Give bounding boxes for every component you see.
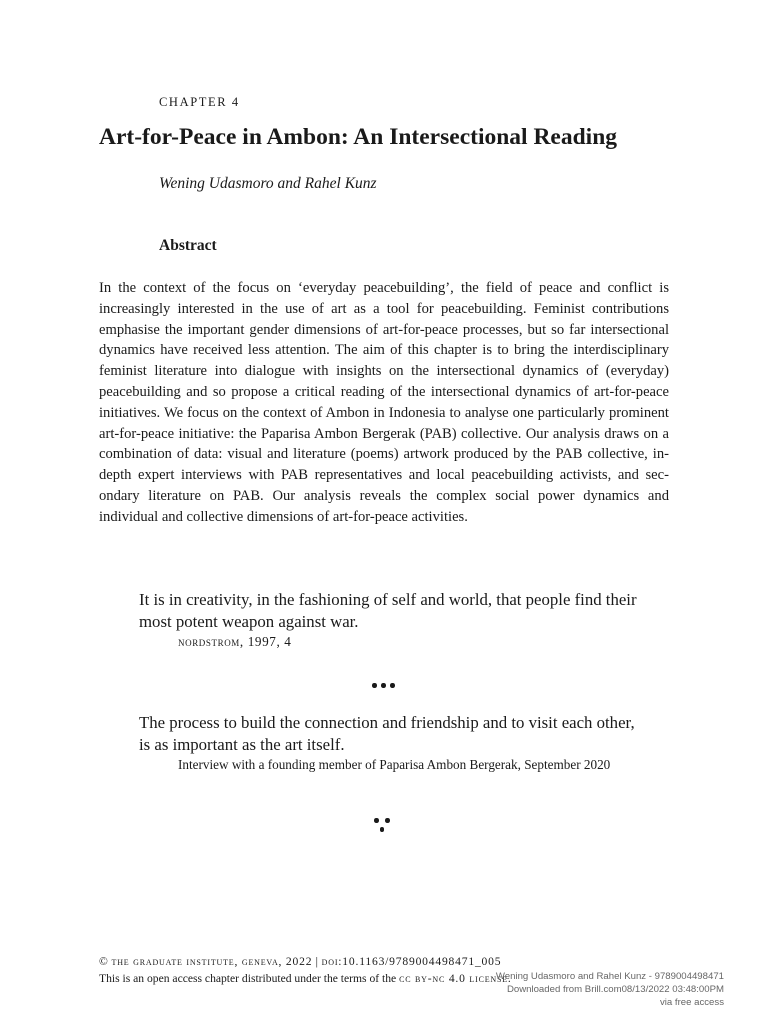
- copyright-holder: the graduate institute, geneva, 2022: [111, 955, 313, 968]
- chapter-label: CHAPTER 4: [159, 95, 240, 109]
- license-link[interactable]: cc by-nc 4.0 license.: [399, 972, 512, 985]
- section-ornament-triangle: [365, 815, 403, 837]
- copyright-symbol: ©: [99, 955, 109, 968]
- footer-separator: |: [315, 955, 319, 968]
- license-line: [99, 972, 512, 985]
- abstract-body: In the context of the focus on ‘everyday peacebuilding’, the field of peace and conflict is increasingly interested in the use of art as a tool for peacebuilding. Feminist contributions emphasise the important gender dimensions of art-for-peace processes, but so far intersectional dynamics have received less attention. The aim of this chapter is to bring the interdisciplinary feminist literature into dialogue with insights on the intersectional dynamics of (everyday) peacebuilding and so propose a critical reading of the intersectional dynamics of art-for-peace initiatives. We focus on the context of Ambon in Indonesia to analyse one particularly prominent art-for-peace initiative: the Paparisa Ambon Bergerak (PAB) collective. Our analysis draws on a combination of data: visual and literature (poems) artwork produced by the PAB collective, in-depth expert interviews with PAB representatives and local peacebuilding activists, and secondary literature on PAB. Our analysis reveals the complex social power dynamics and individual and collective dimensions of art-for-peace activities.: [99, 280, 669, 525]
- epigraph-2-text: The process to build the connection and friendship and to visit each other, is as important as the art itself.: [139, 713, 635, 754]
- epigraph-2: [139, 712, 649, 774]
- copyright-line: [99, 955, 501, 968]
- section-ornament-dots: [365, 680, 403, 702]
- chapter-authors: Wening Udasmoro and Rahel Kunz: [159, 175, 377, 192]
- epigraph-1-text: It is in creativity, in the fashioning of self and world, that people find their most potent weapon against war.: [139, 590, 637, 631]
- download-watermark: [496, 970, 724, 1009]
- chapter-title: Art-for-Peace in Ambon: An Intersectional Reading: [99, 124, 618, 150]
- epigraph-2-source: Interview with a founding member of Paparisa Ambon Bergerak, September 2020: [178, 757, 611, 772]
- abstract-heading: Abstract: [159, 237, 217, 254]
- license-prefix: This is an open access chapter distributed under the terms of the: [99, 972, 397, 985]
- watermark-line-1: Wening Udasmoro and Rahel Kunz - 9789004498471: [495, 971, 724, 982]
- doi-link[interactable]: doi:10.1163/9789004498471_005: [321, 955, 502, 968]
- epigraph-1-source: nordstrom, 1997, 4: [178, 634, 292, 649]
- epigraph-1: [139, 589, 649, 651]
- watermark-line-2: Downloaded from Brill.com08/13/2022 03:48:00PM: [506, 984, 724, 995]
- watermark-line-3: via free access: [660, 997, 724, 1008]
